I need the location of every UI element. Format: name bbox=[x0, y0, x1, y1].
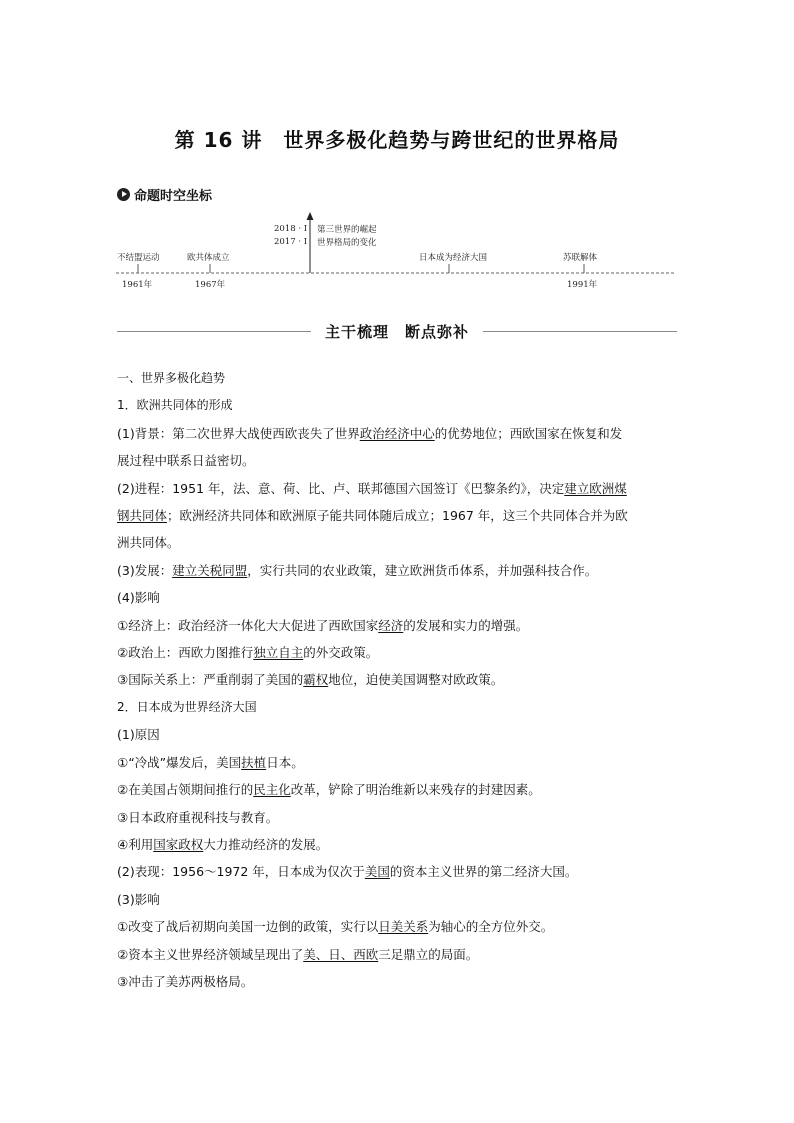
text: ②政治上：西欧力图推行 bbox=[117, 645, 254, 661]
text: 日本。 bbox=[266, 754, 304, 770]
underlined-text: 扶植 bbox=[241, 754, 267, 770]
play-circle-icon bbox=[117, 188, 130, 201]
paragraph-process bbox=[117, 475, 679, 502]
list-item bbox=[117, 941, 679, 968]
paragraph-process-cont bbox=[117, 502, 679, 529]
timeline-mark-2018: 2018 · Ⅰ bbox=[274, 224, 308, 234]
text: (1)背景：第二次世界大战使西欧丧失了世界 bbox=[117, 425, 360, 441]
text: ，实行共同的农业政策，建立欧洲货币体系，并加强科技合作。 bbox=[247, 562, 598, 578]
main-content bbox=[117, 365, 679, 995]
text: ①“冷战”爆发后，美国 bbox=[117, 754, 242, 770]
paragraph-background bbox=[117, 420, 679, 447]
underlined-text: 民主化 bbox=[253, 782, 291, 798]
underlined-text: 美、日、西欧 bbox=[303, 946, 379, 962]
timeline-year-1967: 1967年 bbox=[195, 280, 226, 290]
paragraph-development bbox=[117, 557, 679, 584]
banner-rule-right bbox=[483, 331, 677, 332]
text: ①改变了战后初期向美国一边倒的政策，实行以 bbox=[117, 919, 379, 935]
list-item bbox=[117, 913, 679, 940]
underlined-text: 霸权 bbox=[303, 672, 329, 688]
banner-rule-left bbox=[117, 331, 311, 332]
list-item: ③冲击了美苏两极格局。 bbox=[117, 973, 254, 989]
text: ③国际关系上：严重削弱了美国的 bbox=[117, 672, 304, 688]
list-item: ③日本政府重视科技与教育。 bbox=[117, 809, 279, 825]
text: 三足鼎立的局面。 bbox=[378, 946, 479, 962]
text: 的外交政策。 bbox=[303, 645, 379, 661]
paragraph-background-cont: 展过程中联系日益密切。 bbox=[117, 453, 255, 469]
text: 改革，铲除了明治维新以来残存的封建因素。 bbox=[290, 782, 541, 798]
banner-text: 主干梳理 断点弥补 bbox=[325, 322, 470, 341]
underlined-text: 经济 bbox=[378, 617, 404, 633]
text: 的优势地位；西欧国家在恢复和发 bbox=[434, 425, 623, 441]
paragraph-causes-heading: (1)原因 bbox=[117, 727, 160, 743]
underlined-text: 国家政权 bbox=[153, 836, 204, 852]
paragraph-process-end: 洲共同体。 bbox=[117, 535, 180, 551]
text: ④利用 bbox=[117, 836, 154, 852]
heading-section1: 1．欧洲共同体的形成 bbox=[117, 398, 233, 413]
timeline-year-1991: 1991年 bbox=[567, 280, 598, 290]
text: ②资本主义世界经济领域呈现出了 bbox=[117, 946, 304, 962]
underlined-text: 政治经济中心 bbox=[359, 425, 435, 441]
underlined-text: 美国 bbox=[364, 864, 390, 880]
paragraph-performance bbox=[117, 858, 679, 885]
heading-section2: 2．日本成为世界经济大国 bbox=[117, 699, 257, 714]
section-label-text: 命题时空坐标 bbox=[134, 189, 213, 204]
text: 大力推动经济的发展。 bbox=[203, 836, 329, 852]
timeline-event-nam: 不结盟运动 bbox=[117, 253, 160, 263]
section-label bbox=[117, 185, 212, 204]
text: ①经济上：政治经济一体化大大促进了西欧国家 bbox=[117, 617, 379, 633]
timeline-year-1961: 1961年 bbox=[122, 280, 153, 290]
text: (3)发展： bbox=[117, 562, 173, 578]
text: (2)进程：1951 年，法、意、荷、比、卢、联邦德国六国签订《巴黎条约》，决定 bbox=[117, 480, 565, 496]
timeline bbox=[110, 210, 690, 300]
text: 的发展和实力的增强。 bbox=[403, 617, 529, 633]
list-item bbox=[117, 639, 679, 666]
timeline-note-1: 第三世界的崛起 bbox=[317, 225, 377, 235]
timeline-note-2: 世界格局的变化 bbox=[317, 238, 377, 248]
list-item bbox=[117, 776, 679, 803]
underlined-text: 建立关税同盟 bbox=[172, 562, 248, 578]
list-item bbox=[117, 749, 679, 776]
page-title: 第 16 讲 世界多极化趋势与跨世纪的世界格局 bbox=[174, 128, 620, 152]
timeline-arrow-head bbox=[307, 212, 314, 220]
paragraph-impact-heading: (4)影响 bbox=[117, 590, 160, 606]
text: ；欧洲经济共同体和欧洲原子能共同体随后成立；1967 年，这三个共同体合并为欧 bbox=[167, 508, 628, 524]
list-item bbox=[117, 666, 679, 693]
timeline-mark-2017: 2017 · Ⅰ bbox=[274, 237, 308, 247]
heading-level1: 一、世界多极化趋势 bbox=[117, 371, 226, 385]
paragraph-impact-heading: (3)影响 bbox=[117, 891, 160, 907]
list-item bbox=[117, 612, 679, 639]
section-banner bbox=[117, 320, 677, 342]
timeline-event-japan: 日本成为经济大国 bbox=[419, 253, 488, 263]
text: 地位，迫使美国调整对欧政策。 bbox=[328, 672, 504, 688]
text: (2)表现：1956～1972 年，日本成为仅次于 bbox=[117, 864, 365, 880]
list-item bbox=[117, 831, 679, 858]
timeline-event-ussr: 苏联解体 bbox=[563, 253, 598, 263]
text: 的资本主义世界的第二经济大国。 bbox=[389, 864, 578, 880]
underlined-text: 钢共同体 bbox=[117, 508, 168, 524]
timeline-event-ec: 欧共体成立 bbox=[187, 253, 230, 263]
text: 为轴心的全方位外交。 bbox=[428, 919, 554, 935]
text: ②在美国占领期间推行的 bbox=[117, 782, 254, 798]
underlined-text: 独立自主 bbox=[253, 645, 304, 661]
underlined-text: 建立欧洲煤 bbox=[564, 480, 627, 496]
underlined-text: 日美关系 bbox=[378, 919, 429, 935]
